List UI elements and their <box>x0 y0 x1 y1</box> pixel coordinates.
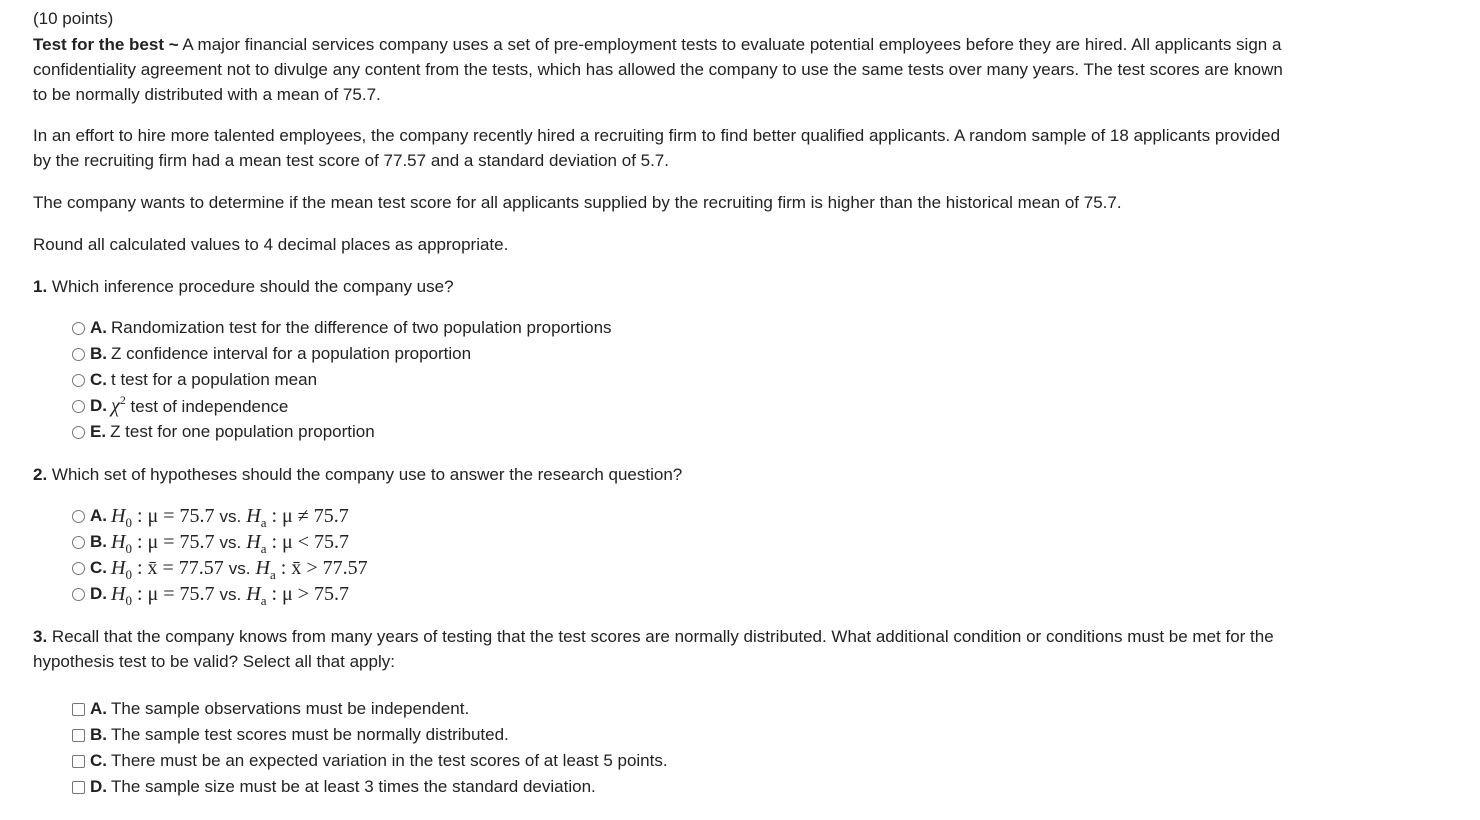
q3-option-b-label: The sample test scores must be normally distributed. <box>111 725 509 744</box>
q1-radio-b[interactable] <box>72 348 85 361</box>
question-3-options <box>33 696 1293 800</box>
q2-option-a-hypotheses: $H_0$ : μ = 75.7 vs. $H_a$ : μ ≠ 75.7 <box>111 504 349 530</box>
q1-option-b[interactable]: B. Z confidence interval for a population proportion <box>72 341 1293 367</box>
q2-option-b-hypotheses: $H_0$ : μ = 75.7 vs. $H_a$ : μ < 75.7 <box>111 530 350 556</box>
context-paragraph: In an effort to hire more talented employees, the company recently hired a recruiting firm to find better qualified applicants. A random sample of 18 applicants provided by the recruiting firm had a mean test score of 77.57 and a standard deviation of 5.7. <box>33 126 1281 170</box>
q2-option-a[interactable]: A. $H_0$ : μ = 75.7 vs. $H_a$ : μ ≠ 75.7 <box>72 503 1293 529</box>
q2-option-d[interactable]: D. $H_0$ : μ = 75.7 vs. $H_a$ : μ > 75.7 <box>72 581 1293 607</box>
q1-radio-e[interactable] <box>72 426 85 439</box>
question-1-text: 1. Which inference procedure should the company use? <box>33 277 454 296</box>
q1-option-e[interactable]: E. Z test for one population proportion <box>72 419 1293 445</box>
q1-option-c-label: t test for a population mean <box>111 370 318 389</box>
question-2-number: 2. <box>33 465 48 484</box>
goal-paragraph: The company wants to determine if the mean test score for all applicants supplied by the recruiting firm is higher than the historical mean of 75.7. <box>33 193 1122 212</box>
q1-option-a[interactable]: A. Randomization test for the difference of two population proportions <box>72 315 1293 341</box>
q3-option-c[interactable]: C. There must be an expected variation in the test scores of at least 5 points. <box>72 748 1293 774</box>
q3-option-c-label: There must be an expected variation in the test scores of at least 5 points. <box>111 751 668 770</box>
question-1-number: 1. <box>33 277 48 296</box>
q3-checkbox-a[interactable] <box>72 703 85 716</box>
rounding-instruction: Round all calculated values to 4 decimal places as appropriate. <box>33 235 509 254</box>
q2-radio-c[interactable] <box>72 562 85 575</box>
q3-option-a-label: The sample observations must be independent. <box>111 699 470 718</box>
q1-radio-c[interactable] <box>72 374 85 387</box>
intro-text: A major financial services company uses a set of pre-employment tests to evaluate potential employees before they are hired. All applicants sign a confidentiality agreement not to divulge any content from the tests, which has allowed the company to use the same tests over many years. The test scores are known to be normally distributed with a mean of 75.7. <box>33 35 1283 104</box>
question-1-options <box>33 315 1293 445</box>
q2-radio-b[interactable] <box>72 536 85 549</box>
q1-option-e-label: Z test for one population proportion <box>110 422 375 441</box>
q3-checkbox-d[interactable] <box>72 781 85 794</box>
problem-title: Test for the best ~ <box>33 35 179 54</box>
q1-option-d[interactable]: D. $\chi^2$ test of independence <box>72 393 1293 419</box>
q2-radio-d[interactable] <box>72 588 85 601</box>
question-2-options <box>33 503 1293 607</box>
question-3-text: 3. Recall that the company knows from many years of testing that the test scores are normally distributed. What additional condition or conditions must be met for the hypothesis test to be valid? Select all that apply: <box>33 627 1274 671</box>
q3-checkbox-b[interactable] <box>72 729 85 742</box>
question-2-text: 2. Which set of hypotheses should the company use to answer the research question? <box>33 465 683 484</box>
chi-symbol: χ <box>111 394 120 417</box>
q3-option-d-label: The sample size must be at least 3 times the standard deviation. <box>111 777 596 796</box>
q1-radio-d[interactable] <box>72 400 85 413</box>
q2-option-c[interactable]: C. $H_0$ : x̄ = 77.57 vs. $H_a$ : x̄ > 77.57 <box>72 555 1293 581</box>
question-3-number: 3. <box>33 627 48 646</box>
q2-radio-a[interactable] <box>72 510 85 523</box>
q2-option-c-hypotheses: $H_0$ : x̄ = 77.57 vs. $H_a$ : x̄ > 77.57 <box>111 556 368 582</box>
q2-option-b[interactable]: B. $H_0$ : μ = 75.7 vs. $H_a$ : μ < 75.7 <box>72 529 1293 555</box>
q3-option-b[interactable]: B. The sample test scores must be normally distributed. <box>72 722 1293 748</box>
q1-radio-a[interactable] <box>72 322 85 335</box>
q3-option-a[interactable]: A. The sample observations must be independent. <box>72 696 1293 722</box>
q3-checkbox-c[interactable] <box>72 755 85 768</box>
q2-option-d-hypotheses: $H_0$ : μ = 75.7 vs. $H_a$ : μ > 75.7 <box>111 582 350 608</box>
q1-option-d-label: $\chi^2$ test of independence <box>111 392 289 417</box>
intro-paragraph <box>33 32 1293 107</box>
q1-option-a-label: Randomization test for the difference of two population proportions <box>111 318 612 337</box>
q1-option-c[interactable]: C. t test for a population mean <box>72 367 1293 393</box>
q1-option-b-label: Z confidence interval for a population proportion <box>111 344 472 363</box>
q3-option-d[interactable]: D. The sample size must be at least 3 times the standard deviation. <box>72 774 1293 800</box>
points-label: (10 points) <box>33 9 114 28</box>
